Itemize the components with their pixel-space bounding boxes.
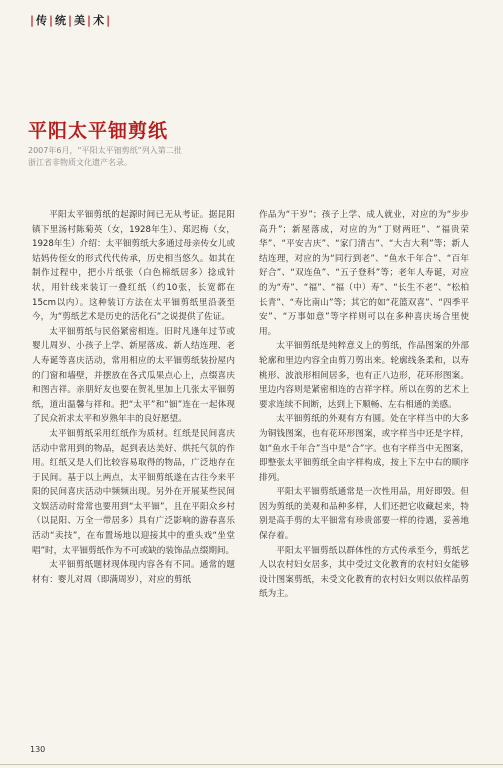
paragraph: 作品为“干岁”；孩子上学、成人就业，对应的为“步步高升”；新屋落成，对应的为“丁财两旺”、“福贵荣华”、“平安吉庆”、“家门清吉”、“大吉大利”等；新人结连理，对应的为“同行到老”、“鱼水千年合”、“百年好合”、“双连鱼”、“五子登科”等；老年人寿诞，对应的为“寿”、“福”、“福（中）寿”、“长生不老”、“松柏长青”、“寿比南山”等；其它的如“花篮双喜”、“四季平安”、“万事如意”等字样则可以在多种喜庆场合里使用。: [259, 210, 469, 337]
body-column-right: [259, 208, 469, 602]
body-column-left: [32, 208, 235, 587]
header-word: 统: [55, 14, 67, 27]
paragraph: 太平钿剪纸的外观有方有圆。处在字样当中的大多为铜钱图案，也有花环形图案，或字样当中还是字样，如“鱼水千年合”当中是“合”字。也有字样当中无图案，即整张太平钿剪纸全由字样构成，按上下左中右的顺序排列。: [259, 414, 469, 483]
paragraph: 平阳太平钿剪纸通常是一次性用品，用好即毁。但因为剪纸的美观和品种多样，人们还把它收藏起来，特别是高手剪的太平钿常有珍贵部要一样的待遇，妥善地保存着。: [259, 487, 469, 542]
header-divider: |: [68, 13, 73, 27]
page-number: 130: [30, 745, 46, 754]
paragraph: 平阳太平钿剪纸的起源时间已无从考证。据昆阳镇下里汤村陈菊英（女，1928年生）、郑迟梅（女，1928年生）介绍：太平钿剪纸大多通过母亲传女儿或姑妈传侄女的形式代代传承，历史相当悠久。如其在制作过程中，把小片纸张（白色棉纸居多）捻成针状，用针线来装订一叠红纸（约10张，长宽都在15cm以内）。这种装订方法在太平钿剪纸里沿袭至今，为“剪纸艺术是历史的活化石”之说提供了佐证。: [32, 210, 235, 323]
paragraph: 太平钿剪纸题材现体现内容各有不同。通常的题材有：婴儿对周（即满周岁），对应的剪纸: [32, 560, 235, 585]
paragraph: 太平钿剪纸是纯粹意义上的剪纸，作品图案的外部轮廓和里边内容全由剪刀剪出来。轮廓线条柔和，以寿桃形、波浪形相间居多，也有正八边形，花环形图案。里边内容则是紧密相连的吉祥字样。所以在剪的艺术上要求连续不间断，达到上下顺畅、左右相通的美感。: [259, 341, 469, 410]
paragraph: 平阳太平钿剪纸以群体性的方式传承至今，剪纸艺人以农村妇女居多，其中受过文化教育的农村妇女能够设计图案剪纸，未受文化教育的农村妇女则以依样品剪纸为主。: [259, 545, 469, 600]
header-divider: |: [87, 13, 92, 27]
header-word: 传: [36, 14, 48, 27]
page-edge-divider: [0, 764, 503, 765]
paragraph: 太平钿剪纸采用红纸作为质材。红纸是民间喜庆活动中常用到的物品，起到表达美好、烘托气氛的作用。红纸又是人们比较容易取得的物品，广泛地存在于民间。基于以上两点，太平钿剪纸遂在古往今来平阳的民间喜庆活动中频频出现。另外在开展某些民间文娱活动时常常也要用到“太平钿”，且在平阳众乡村（以昆阳、万全一带居多）具有广泛影响的游春喜乐活动“卖技”，在布置场地以迎接其中的重头戏“坐堂唱”时，太平钿剪纸作为不可或缺的装饰品点缀期间。: [32, 428, 235, 556]
article-intro: [28, 145, 238, 169]
intro-line: 浙江省非物质文化遗产名录。: [28, 158, 132, 167]
header-word: 美: [74, 14, 86, 27]
paragraph: 太平钿剪纸与民俗紧密相连。旧时凡逢年过节或婴儿周岁、小孩子上学、新屋落成、新人结连理、老人寿诞等喜庆活动，常用相应的太平钿剪纸装扮屋内的门窗和墙壁，并摆放在各式瓜果点心上，点缀喜庆和图吉祥。亲朋好友也要在贺礼里加上几张太平钿剪纸，道出温馨与祥和。把“太平”和“钿”连在一起体现了民众祈求太平和岁熟年丰的良好愿望。: [32, 326, 235, 425]
header-divider: |: [30, 13, 35, 27]
article-title: 平阳太平钿剪纸: [28, 120, 169, 142]
section-header: [28, 12, 112, 28]
header-divider: |: [106, 13, 111, 27]
header-divider: |: [49, 13, 54, 27]
header-word: 术: [93, 14, 105, 27]
intro-line: 2007年6月，“平阳太平钿剪纸”列入第二批: [28, 146, 182, 155]
